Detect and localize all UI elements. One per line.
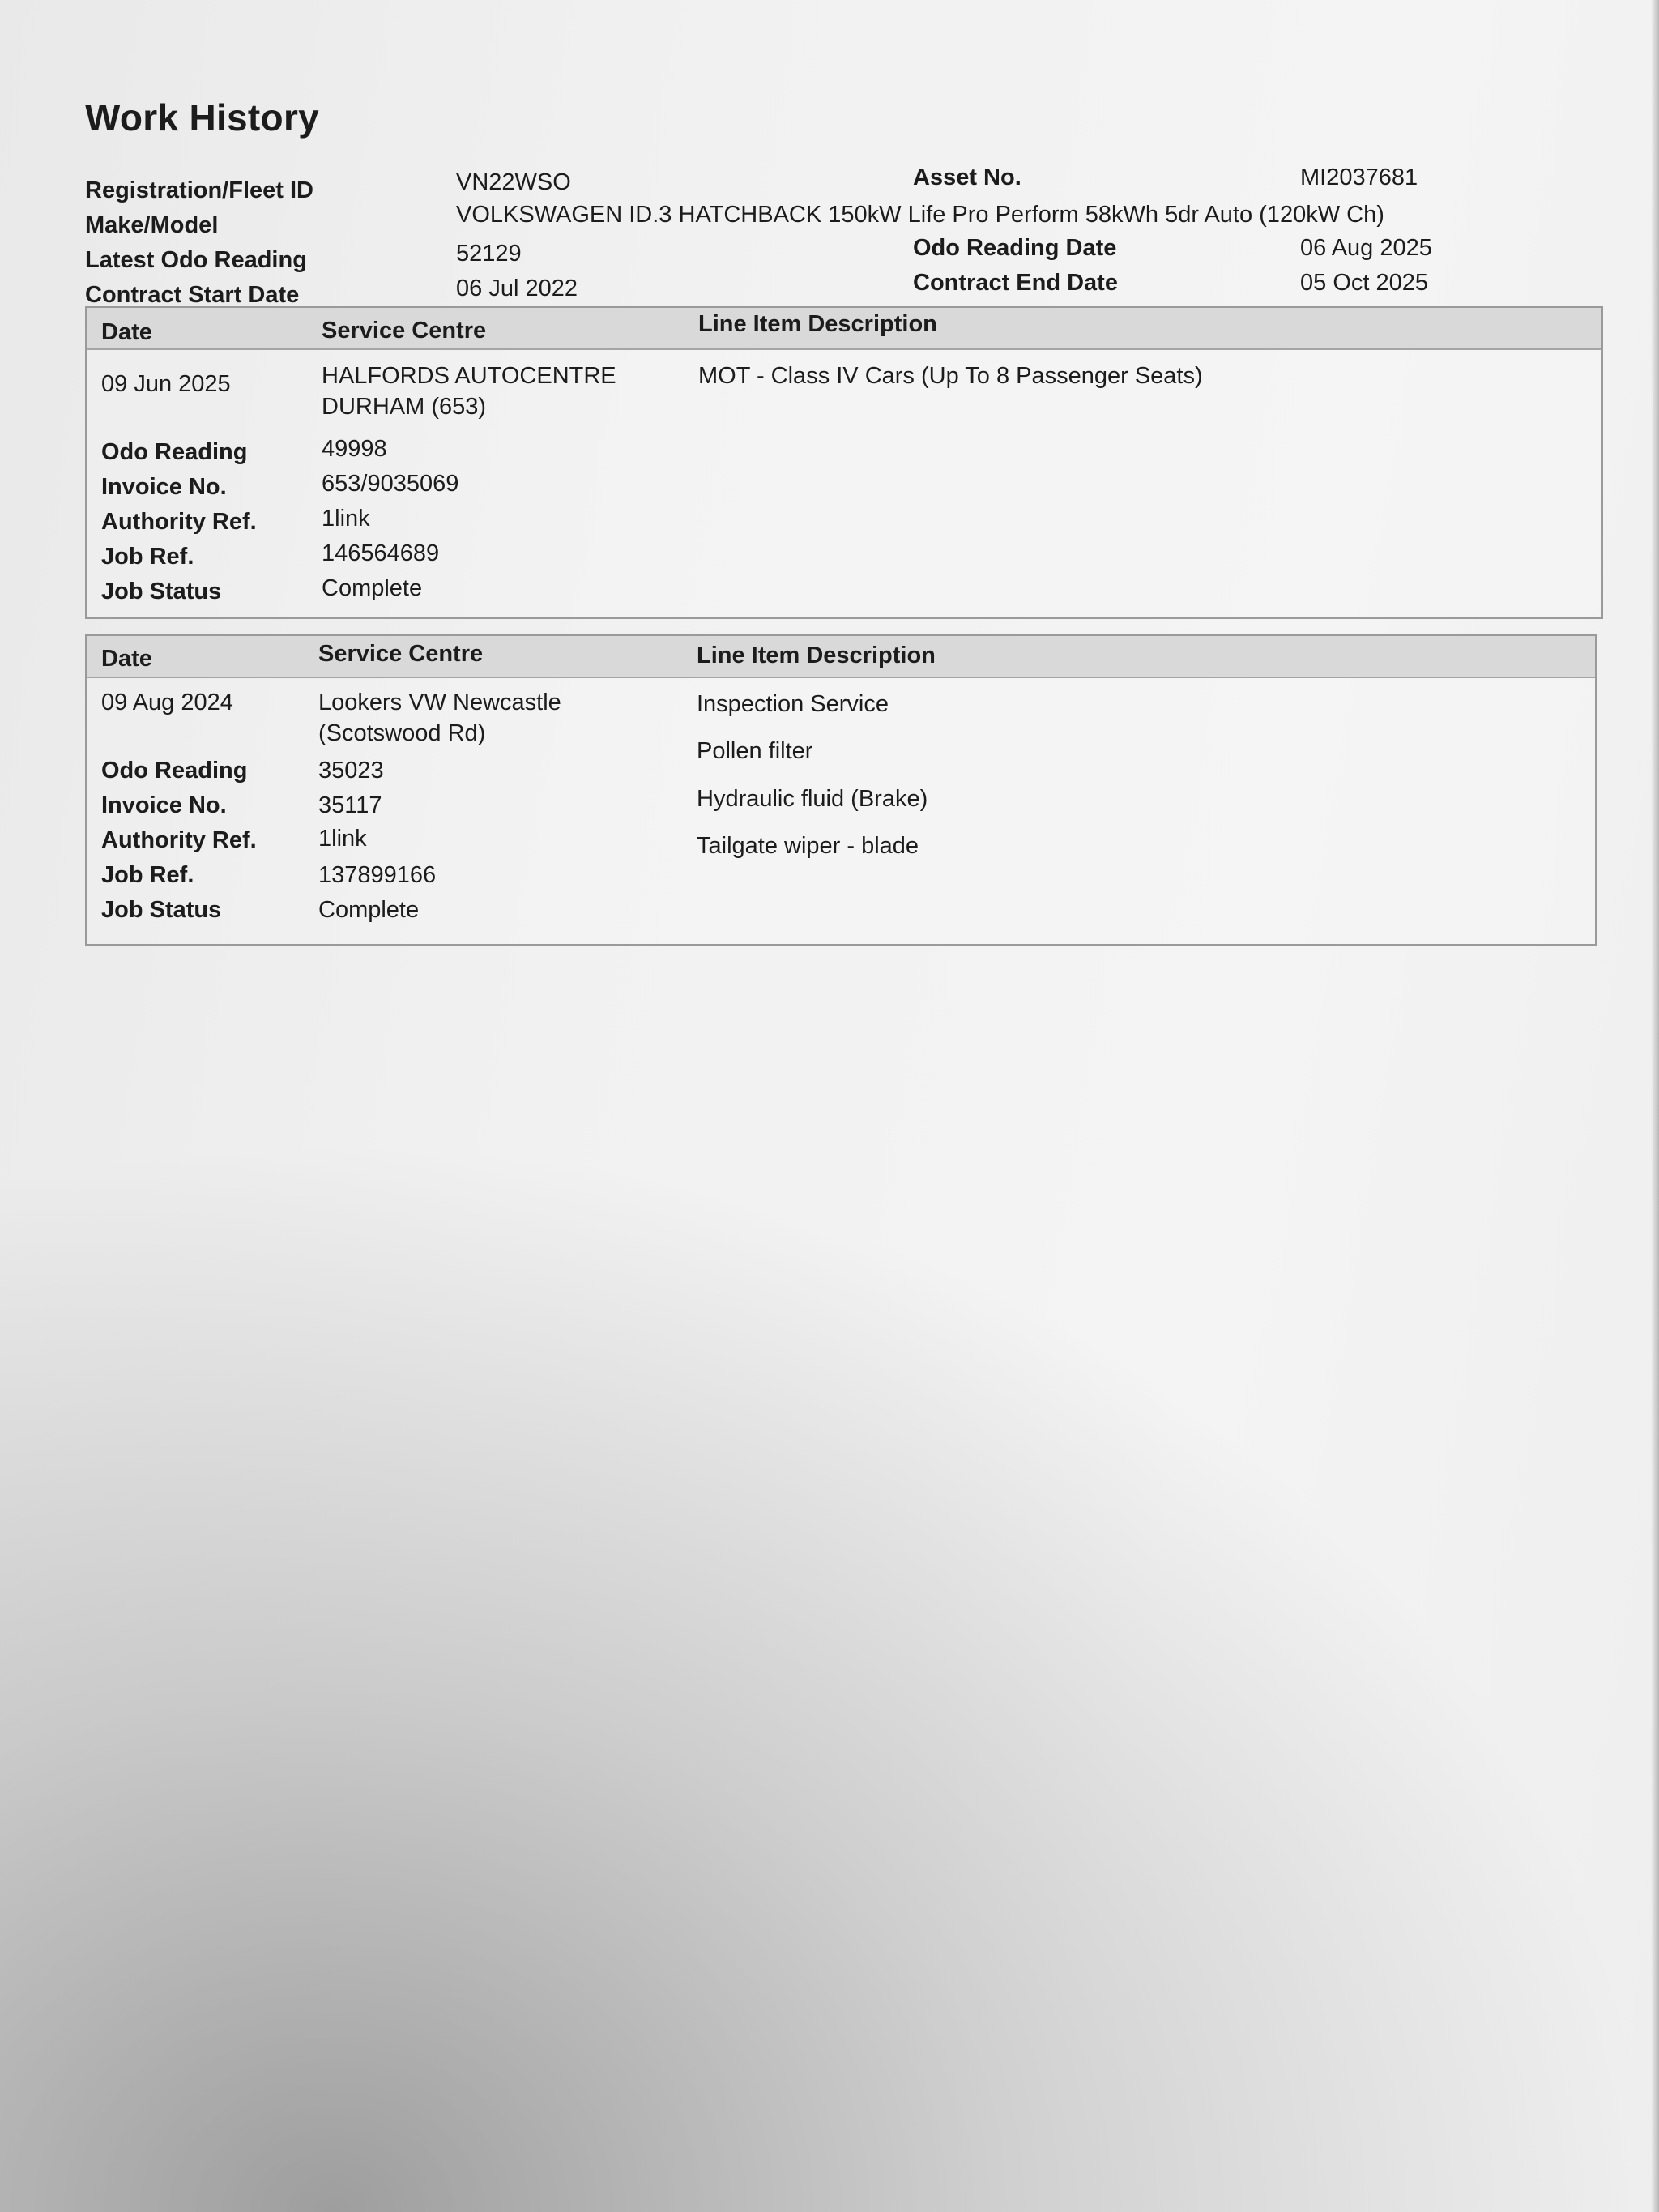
- job-status-value: Complete: [318, 897, 420, 923]
- invoice-no-value: 35117: [318, 792, 382, 818]
- odo-reading-label: Odo Reading: [101, 439, 248, 465]
- asset-no-label: Asset No.: [913, 164, 1021, 190]
- job-date: 09 Aug 2024: [101, 690, 233, 715]
- job-card-header: [87, 308, 1601, 350]
- registration-label: Registration/Fleet ID: [85, 177, 313, 203]
- latest-odo-label: Latest Odo Reading: [85, 247, 307, 273]
- job-ref-value: 146564689: [322, 540, 440, 566]
- invoice-no-label: Invoice No.: [101, 474, 227, 500]
- line-item: Tailgate wiper - blade: [697, 833, 919, 859]
- odo-reading-label: Odo Reading: [101, 758, 248, 784]
- authority-ref-value: 1link: [322, 506, 370, 532]
- page-title: Work History: [85, 96, 320, 139]
- contract-end-label: Contract End Date: [913, 270, 1118, 296]
- service-centre-line1: HALFORDS AUTOCENTRE: [322, 363, 616, 389]
- line-item: MOT - Class IV Cars (Up To 8 Passenger Seats): [698, 363, 1203, 389]
- invoice-no-label: Invoice No.: [101, 792, 227, 818]
- col-service-centre-header: Service Centre: [322, 318, 487, 344]
- job-status-label: Job Status: [101, 897, 222, 923]
- line-item: Pollen filter: [697, 738, 813, 764]
- contract-start-label: Contract Start Date: [85, 282, 300, 308]
- job-card: [85, 306, 1603, 619]
- service-centre-line2: DURHAM (653): [322, 394, 487, 420]
- paper-edge: [1651, 0, 1659, 2212]
- col-line-item-header: Line Item Description: [697, 643, 936, 668]
- service-centre-line2: (Scotswood Rd): [318, 720, 486, 746]
- job-card: [85, 634, 1597, 946]
- make-model-label: Make/Model: [85, 212, 219, 238]
- latest-odo-value: 52129: [456, 241, 522, 267]
- line-item: Hydraulic fluid (Brake): [697, 786, 928, 812]
- odo-reading-value: 35023: [318, 758, 384, 784]
- contract-start-value: 06 Jul 2022: [456, 275, 578, 301]
- odo-reading-value: 49998: [322, 436, 387, 462]
- job-ref-label: Job Ref.: [101, 862, 194, 888]
- odo-date-value: 06 Aug 2025: [1300, 235, 1432, 261]
- col-date-header: Date: [101, 646, 152, 672]
- authority-ref-label: Authority Ref.: [101, 827, 257, 853]
- page-shadow: [0, 1134, 1659, 2212]
- make-model-value: VOLKSWAGEN ID.3 HATCHBACK 150kW Life Pro Perform 58kWh 5dr Auto (120kW Ch): [456, 202, 1384, 228]
- job-ref-value: 137899166: [318, 862, 437, 888]
- col-line-item-header: Line Item Description: [698, 311, 937, 337]
- job-date: 09 Jun 2025: [101, 371, 231, 397]
- contract-end-value: 05 Oct 2025: [1300, 270, 1428, 296]
- odo-date-label: Odo Reading Date: [913, 235, 1117, 261]
- asset-no-value: MI2037681: [1300, 164, 1418, 190]
- col-date-header: Date: [101, 319, 152, 345]
- job-ref-label: Job Ref.: [101, 544, 194, 570]
- authority-ref-value: 1link: [318, 826, 367, 852]
- job-card-header: [87, 636, 1595, 678]
- job-status-label: Job Status: [101, 579, 222, 604]
- registration-value: VN22WSO: [456, 169, 571, 195]
- service-centre-line1: Lookers VW Newcastle: [318, 690, 561, 715]
- line-item: Inspection Service: [697, 691, 889, 717]
- authority-ref-label: Authority Ref.: [101, 509, 257, 535]
- job-status-value: Complete: [322, 575, 423, 601]
- col-service-centre-header: Service Centre: [318, 641, 484, 667]
- invoice-no-value: 653/9035069: [322, 471, 459, 497]
